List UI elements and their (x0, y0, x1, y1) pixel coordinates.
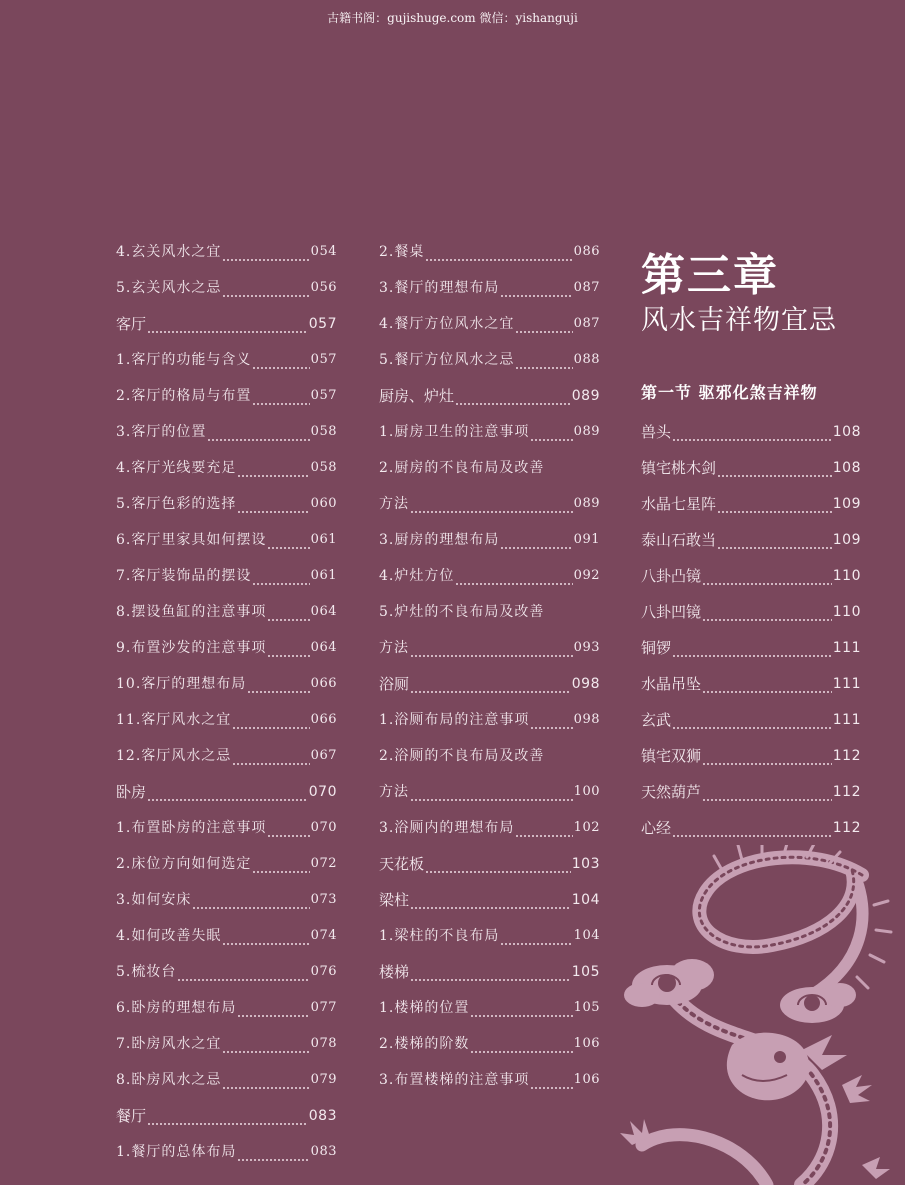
dot-leader (237, 1137, 309, 1167)
toc-entry-page: 057 (310, 352, 337, 367)
toc-entry (116, 666, 337, 702)
toc-entry-title: 4.玄关风水之宜 (116, 244, 222, 260)
dot-leader (672, 633, 832, 663)
dot-leader (530, 705, 572, 735)
toc-entry-title: 厨房、炉灶 (379, 387, 455, 405)
dot-leader (530, 1065, 572, 1095)
toc-entry-page: 111 (832, 676, 861, 692)
toc-entry-page: 064 (310, 640, 337, 655)
toc-entry-title: 4.餐厅方位风水之宜 (379, 316, 515, 332)
toc-entry-page: 057 (308, 316, 337, 332)
dot-leader (515, 345, 572, 375)
toc-entry (379, 990, 600, 1026)
toc-entry-page: 076 (310, 964, 337, 979)
toc-entry-title: 方法 (379, 496, 409, 512)
toc-entry-title: 4.炉灶方位 (379, 568, 455, 584)
dot-leader (147, 1101, 308, 1131)
toc-entry-title: 八卦凹镜 (641, 603, 702, 621)
dot-leader (252, 849, 309, 879)
toc-entry (116, 234, 337, 270)
toc-entry-title: 泰山石敢当 (641, 531, 717, 549)
toc-entry-title: 5.玄关风水之忌 (116, 280, 222, 296)
toc-entry-page: 108 (832, 424, 861, 440)
dot-leader (702, 669, 832, 699)
dot-leader (717, 453, 832, 483)
toc-entry-page: 078 (310, 1036, 337, 1051)
dot-leader (515, 309, 572, 339)
dot-leader (425, 849, 571, 879)
dot-leader (410, 669, 571, 699)
toc-entry-page: 087 (573, 316, 600, 331)
toc-entry-title: 心经 (641, 819, 672, 837)
toc-entry-title: 1.浴厕布局的注意事项 (379, 712, 530, 728)
dot-leader (672, 705, 832, 735)
toc-entry-page: 112 (832, 748, 861, 764)
toc-entry (116, 558, 337, 594)
toc-entry (379, 954, 600, 990)
toc-entry-page: 061 (310, 532, 337, 547)
dot-leader (267, 525, 309, 555)
dot-leader (252, 381, 309, 411)
toc-entry-title: 1.梁柱的不良布局 (379, 928, 500, 944)
dot-leader (455, 381, 571, 411)
toc-entry-title: 卧房 (116, 783, 147, 801)
dot-leader (222, 1029, 309, 1059)
toc-entry-page: 111 (832, 712, 861, 728)
toc-entry (116, 846, 337, 882)
toc-entry-page: 108 (832, 460, 861, 476)
toc-entry (116, 1026, 337, 1062)
toc-entry-title: 方法 (379, 784, 409, 800)
toc-entry (379, 450, 600, 486)
toc-entry (379, 846, 600, 882)
dot-leader (470, 1029, 572, 1059)
dot-leader (410, 777, 573, 807)
toc-entry-page: 066 (310, 712, 337, 727)
toc-entry (116, 810, 337, 846)
dot-leader (410, 489, 573, 519)
dot-leader (515, 813, 572, 843)
toc-entry (116, 486, 337, 522)
chapter-heading (641, 248, 837, 338)
toc-entry-page: 106 (573, 1036, 600, 1051)
toc-entry (379, 1062, 600, 1098)
toc-entry (116, 774, 337, 810)
dot-leader (672, 417, 832, 447)
toc-entry-page: 110 (832, 604, 861, 620)
toc-entry (116, 990, 337, 1026)
toc-entry-page: 109 (832, 496, 861, 512)
dot-leader (267, 633, 309, 663)
toc-entry (641, 702, 861, 738)
toc-entry-page: 092 (573, 568, 600, 583)
dot-leader (267, 813, 309, 843)
dot-leader (530, 417, 572, 447)
toc-entry-page: 098 (571, 676, 600, 692)
toc-entry-title: 1.布置卧房的注意事项 (116, 820, 267, 836)
toc-entry (641, 486, 861, 522)
dot-leader (470, 993, 572, 1023)
toc-entry (116, 1134, 337, 1170)
dot-leader (207, 417, 309, 447)
toc-entry-title: 9.布置沙发的注意事项 (116, 640, 267, 656)
toc-entry-page: 067 (310, 748, 337, 763)
toc-entry (116, 1062, 337, 1098)
toc-entry (116, 342, 337, 378)
toc-entry (379, 378, 600, 414)
toc-entry (116, 882, 337, 918)
toc-entry-title: 5.梳妆台 (116, 964, 177, 980)
toc-entry (379, 918, 600, 954)
toc-entry-page: 106 (573, 1072, 600, 1087)
toc-entry (641, 738, 861, 774)
toc-entry-title: 镇宅桃木剑 (641, 459, 717, 477)
toc-entry (116, 1098, 337, 1134)
dot-leader (425, 237, 572, 267)
toc-entry-page: 089 (571, 388, 600, 404)
toc-entry-title: 天然葫芦 (641, 783, 702, 801)
toc-entry-page: 088 (573, 352, 600, 367)
dot-leader (410, 885, 571, 915)
toc-entry (641, 414, 861, 450)
toc-entry (641, 630, 861, 666)
toc-entry-page: 091 (573, 532, 600, 547)
toc-entry-page: 077 (310, 1000, 337, 1015)
toc-entry-page: 061 (310, 568, 337, 583)
chapter-title: 第三章 (641, 250, 779, 301)
dot-leader (410, 633, 573, 663)
dot-leader (232, 705, 309, 735)
dot-leader (147, 777, 308, 807)
toc-entry (116, 738, 337, 774)
toc-entry-page: 072 (310, 856, 337, 871)
toc-entry-title: 2.厨房的不良布局及改善 (379, 460, 545, 476)
toc-entry-title: 3.布置楼梯的注意事项 (379, 1072, 530, 1088)
toc-entry-page: 064 (310, 604, 337, 619)
toc-entry (379, 738, 600, 774)
toc-entry (379, 342, 600, 378)
dot-leader (222, 237, 309, 267)
toc-entry-page: 103 (571, 856, 600, 872)
toc-entry-title: 12.客厅风水之忌 (116, 748, 232, 764)
toc-entry-page: 066 (310, 676, 337, 691)
toc-entry-page: 104 (571, 892, 600, 908)
toc-entry-title: 6.卧房的理想布局 (116, 1000, 237, 1016)
toc-entry (379, 774, 600, 810)
toc-entry (379, 306, 600, 342)
dot-leader (410, 957, 571, 987)
toc-entry-page: 100 (573, 784, 600, 799)
toc-entry (641, 774, 861, 810)
toc-entry (116, 630, 337, 666)
toc-entry (641, 558, 861, 594)
toc-entry-title: 8.卧房风水之忌 (116, 1072, 222, 1088)
toc-entry-page: 073 (310, 892, 337, 907)
dot-leader (702, 597, 832, 627)
toc-entry-page: 087 (573, 280, 600, 295)
toc-entry-title: 5.餐厅方位风水之忌 (379, 352, 515, 368)
toc-entry-title: 1.餐厅的总体布局 (116, 1144, 237, 1160)
watermark-header: 古籍书阁：gujishuge.com 微信：yishanguji (327, 11, 578, 25)
dot-leader (702, 561, 832, 591)
dot-leader (237, 453, 309, 483)
toc-entry-page: 102 (573, 820, 600, 835)
toc-entry (641, 810, 861, 846)
dot-leader (237, 993, 309, 1023)
dot-leader (247, 669, 309, 699)
dot-leader (192, 885, 309, 915)
dot-leader (717, 489, 832, 519)
toc-column-2 (379, 234, 600, 1098)
toc-entry (379, 666, 600, 702)
toc-entry-title: 1.楼梯的位置 (379, 1000, 470, 1016)
toc-entry-page: 070 (308, 784, 337, 800)
toc-entry-page: 105 (573, 1000, 600, 1015)
toc-entry-title: 2.楼梯的阶数 (379, 1036, 470, 1052)
toc-entry (379, 486, 600, 522)
dot-leader (500, 921, 572, 951)
toc-entry (379, 810, 600, 846)
toc-entry-title: 8.摆设鱼缸的注意事项 (116, 604, 267, 620)
toc-entry-title: 5.客厅色彩的选择 (116, 496, 237, 512)
toc-entry-title: 浴厕 (379, 675, 410, 693)
toc-entry-page: 058 (310, 460, 337, 475)
toc-entry (641, 522, 861, 558)
toc-entry-page: 054 (310, 244, 337, 259)
toc-entry-title: 方法 (379, 640, 409, 656)
toc-entry (379, 1026, 600, 1062)
dot-leader (455, 561, 572, 591)
toc-entry (116, 270, 337, 306)
toc-entry-title: 2.床位方向如何选定 (116, 856, 252, 872)
toc-entry (379, 882, 600, 918)
toc-entry-page: 110 (832, 568, 861, 584)
toc-entry-title: 10.客厅的理想布局 (116, 676, 247, 692)
toc-entry-title: 3.餐厅的理想布局 (379, 280, 500, 296)
toc-entry-title: 2.客厅的格局与布置 (116, 388, 252, 404)
toc-entry (379, 594, 600, 630)
toc-entry-title: 3.厨房的理想布局 (379, 532, 500, 548)
toc-entry-page: 111 (832, 640, 861, 656)
toc-entry-title: 7.客厅装饰品的摆设 (116, 568, 252, 584)
toc-entry (379, 270, 600, 306)
toc-entry-page: 089 (573, 496, 600, 511)
toc-column-1 (116, 234, 337, 1170)
toc-entry-title: 餐厅 (116, 1107, 147, 1125)
toc-entry-page: 086 (573, 244, 600, 259)
dot-leader (237, 489, 309, 519)
toc-entry (379, 234, 600, 270)
toc-entry-page: 070 (310, 820, 337, 835)
section-title: 第一节 驱邪化煞吉祥物 (641, 383, 818, 402)
toc-entry (641, 594, 861, 630)
toc-entry (379, 522, 600, 558)
dot-leader (717, 525, 832, 555)
toc-entry-title: 3.客厅的位置 (116, 424, 207, 440)
dot-leader (222, 273, 309, 303)
dot-leader (267, 597, 309, 627)
toc-entry (116, 378, 337, 414)
toc-entry-title: 6.客厅里家具如何摆设 (116, 532, 267, 548)
toc-entry (116, 522, 337, 558)
dot-leader (232, 741, 309, 771)
toc-entry-page: 057 (310, 388, 337, 403)
toc-entry-title: 3.浴厕内的理想布局 (379, 820, 515, 836)
toc-entry-title: 1.客厅的功能与含义 (116, 352, 252, 368)
toc-entry-title: 梁柱 (379, 891, 410, 909)
toc-entry (379, 702, 600, 738)
dot-leader (252, 561, 309, 591)
toc-entry-page: 083 (310, 1144, 337, 1159)
dot-leader (500, 525, 572, 555)
toc-entry (641, 450, 861, 486)
toc-entry-page: 112 (832, 784, 861, 800)
toc-entry (116, 450, 337, 486)
dot-leader (177, 957, 309, 987)
toc-entry-page: 098 (573, 712, 600, 727)
toc-entry-page: 058 (310, 424, 337, 439)
toc-entry-page: 112 (832, 820, 861, 836)
toc-entry-title: 1.厨房卫生的注意事项 (379, 424, 530, 440)
dot-leader (252, 345, 309, 375)
toc-entry-title: 4.客厅光线要充足 (116, 460, 237, 476)
toc-entry (116, 954, 337, 990)
toc-entry-title: 玄武 (641, 711, 672, 729)
dot-leader (222, 1065, 309, 1095)
toc-entry-title: 2.餐桌 (379, 244, 425, 260)
toc-entry-title: 兽头 (641, 423, 672, 441)
toc-entry-page: 079 (310, 1072, 337, 1087)
dot-leader (702, 741, 832, 771)
toc-entry-title: 水晶吊坠 (641, 675, 702, 693)
toc-entry (379, 558, 600, 594)
toc-entry (116, 702, 337, 738)
dot-leader (702, 777, 832, 807)
toc-entry-title: 2.浴厕的不良布局及改善 (379, 748, 545, 764)
toc-entry-page: 056 (310, 280, 337, 295)
toc-entry (379, 414, 600, 450)
toc-entry-title: 八卦凸镜 (641, 567, 702, 585)
toc-entry-title: 天花板 (379, 855, 425, 873)
chapter-subtitle: 风水吉祥物宜忌 (641, 305, 837, 336)
toc-entry-title: 铜锣 (641, 639, 672, 657)
toc-entry-page: 089 (573, 424, 600, 439)
toc-entry-title: 3.如何安床 (116, 892, 192, 908)
toc-entry-page: 104 (573, 928, 600, 943)
dragon-illustration (612, 845, 905, 1185)
toc-entry (379, 630, 600, 666)
toc-entry-page: 093 (573, 640, 600, 655)
toc-entry-title: 4.如何改善失眠 (116, 928, 222, 944)
dot-leader (147, 309, 308, 339)
toc-entry (116, 414, 337, 450)
toc-entry-title: 楼梯 (379, 963, 410, 981)
toc-entry (116, 594, 337, 630)
dot-leader (672, 813, 832, 843)
toc-entry (116, 918, 337, 954)
toc-entry (116, 306, 337, 342)
toc-entry-title: 水晶七星阵 (641, 495, 717, 513)
dot-leader (222, 921, 309, 951)
toc-entry-page: 109 (832, 532, 861, 548)
toc-entry-page: 074 (310, 928, 337, 943)
toc-entry-title: 11.客厅风水之宜 (116, 712, 232, 728)
toc-entry-title: 客厅 (116, 315, 147, 333)
dot-leader (500, 273, 572, 303)
toc-entry-title: 7.卧房风水之宜 (116, 1036, 222, 1052)
toc-entry-title: 5.炉灶的不良布局及改善 (379, 604, 545, 620)
toc-entry-page: 060 (310, 496, 337, 511)
toc-entry-page: 105 (571, 964, 600, 980)
toc-entry-page: 083 (308, 1108, 337, 1124)
toc-column-3 (641, 414, 861, 846)
toc-entry-title: 镇宅双狮 (641, 747, 702, 765)
toc-entry (641, 666, 861, 702)
